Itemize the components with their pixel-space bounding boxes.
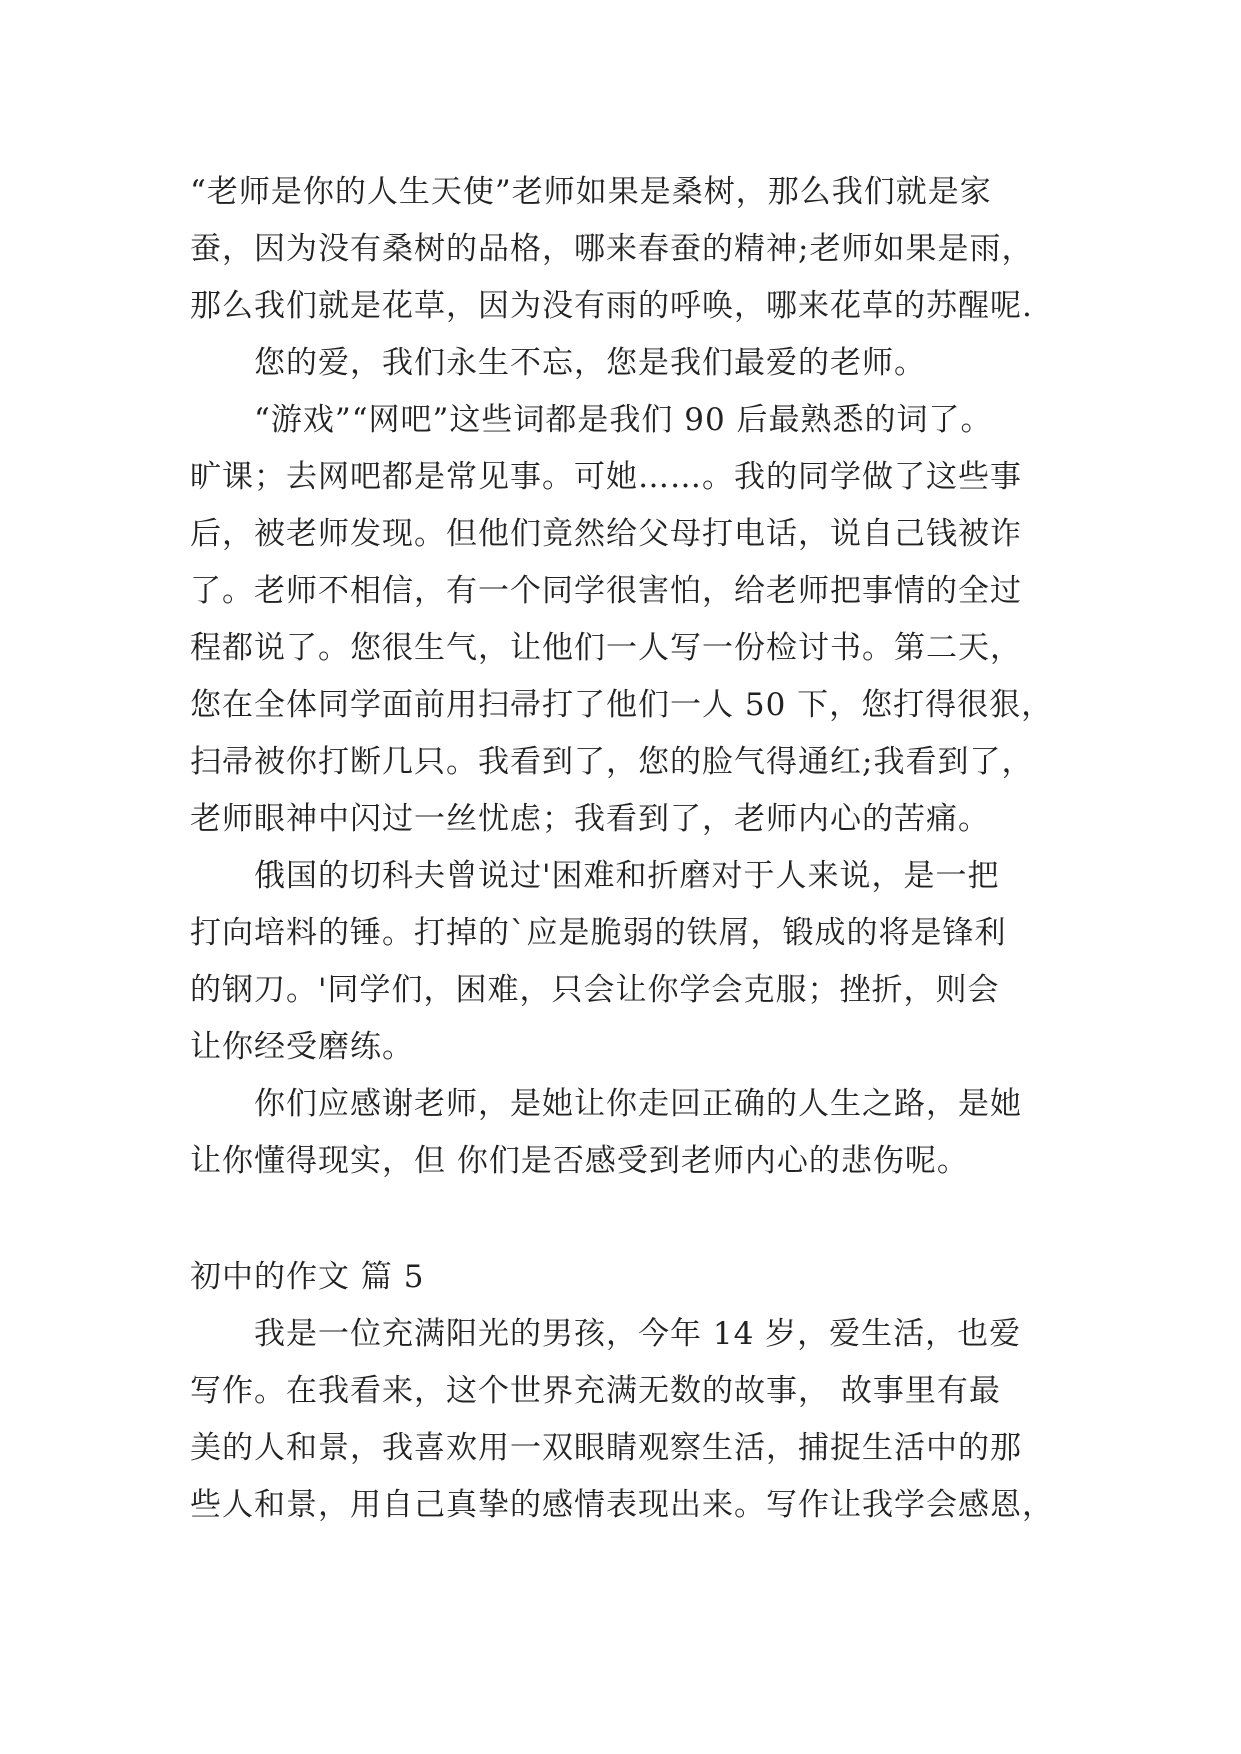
text-line: 蚕，因为没有桑树的品格，哪来春蚕的精神;老师如果是雨，	[190, 231, 1034, 267]
text-line: 的钢刀。'同学们，困难，只会让你学会克服；挫折，则会	[190, 972, 1000, 1008]
text-line: 程都说了。您很生气，让他们一人写一份检讨书。第二天，	[190, 630, 1022, 666]
section-heading: 初中的作文 篇 5	[190, 1259, 425, 1295]
text-line: 扫帚被你打断几只。我看到了，您的脸气得通红;我看到了，	[190, 744, 1034, 780]
text-line: 写作。在我看来，这个世界充满无数的故事， 故事里有最	[190, 1373, 1001, 1409]
text-line: 让你懂得现实，但 你们是否感受到老师内心的悲伤呢。	[190, 1143, 969, 1179]
text-line: 我是一位充满阳光的男孩，今年 14 岁，爱生活，也爱	[254, 1316, 1022, 1352]
text-line: 那么我们就是花草，因为没有雨的呼唤，哪来花草的苏醒呢.	[190, 288, 1033, 324]
text-line: “老师是你的人生天使”老师如果是桑树，那么我们就是家	[190, 174, 992, 210]
text-line: 美的人和景，我喜欢用一双眼睛观察生活，捕捉生活中的那	[190, 1430, 1022, 1466]
text-line: 你们应感谢老师，是她让你走回正确的人生之路，是她	[254, 1086, 1022, 1122]
text-line: 些人和景，用自己真挚的感情表现出来。写作让我学会感恩，	[190, 1487, 1054, 1523]
text-line: 后，被老师发现。但他们竟然给父母打电话，说自己钱被诈	[190, 516, 1022, 552]
text-line: 您的爱，我们永生不忘，您是我们最爱的老师。	[254, 345, 926, 381]
text-line: 让你经受磨练。	[190, 1029, 414, 1065]
text-line: “游戏”“网吧”这些词都是我们 90 后最熟悉的词了。	[254, 402, 993, 438]
text-line: 了。老师不相信，有一个同学很害怕，给老师把事情的全过	[190, 573, 1022, 609]
text-line: 老师眼神中闪过一丝忧虑；我看到了，老师内心的苦痛。	[190, 801, 990, 837]
text-line: 您在全体同学面前用扫帚打了他们一人 50 下，您打得很狠，	[190, 687, 1054, 723]
text-line: 旷课；去网吧都是常见事。可她……。我的同学做了这些事	[190, 459, 1022, 495]
text-line: 打向培料的锤。打掉的`应是脆弱的铁屑，锻成的将是锋利	[190, 915, 1007, 951]
text-line: 俄国的切科夫曾说过'困难和折磨对于人来说，是一把	[254, 858, 1000, 894]
